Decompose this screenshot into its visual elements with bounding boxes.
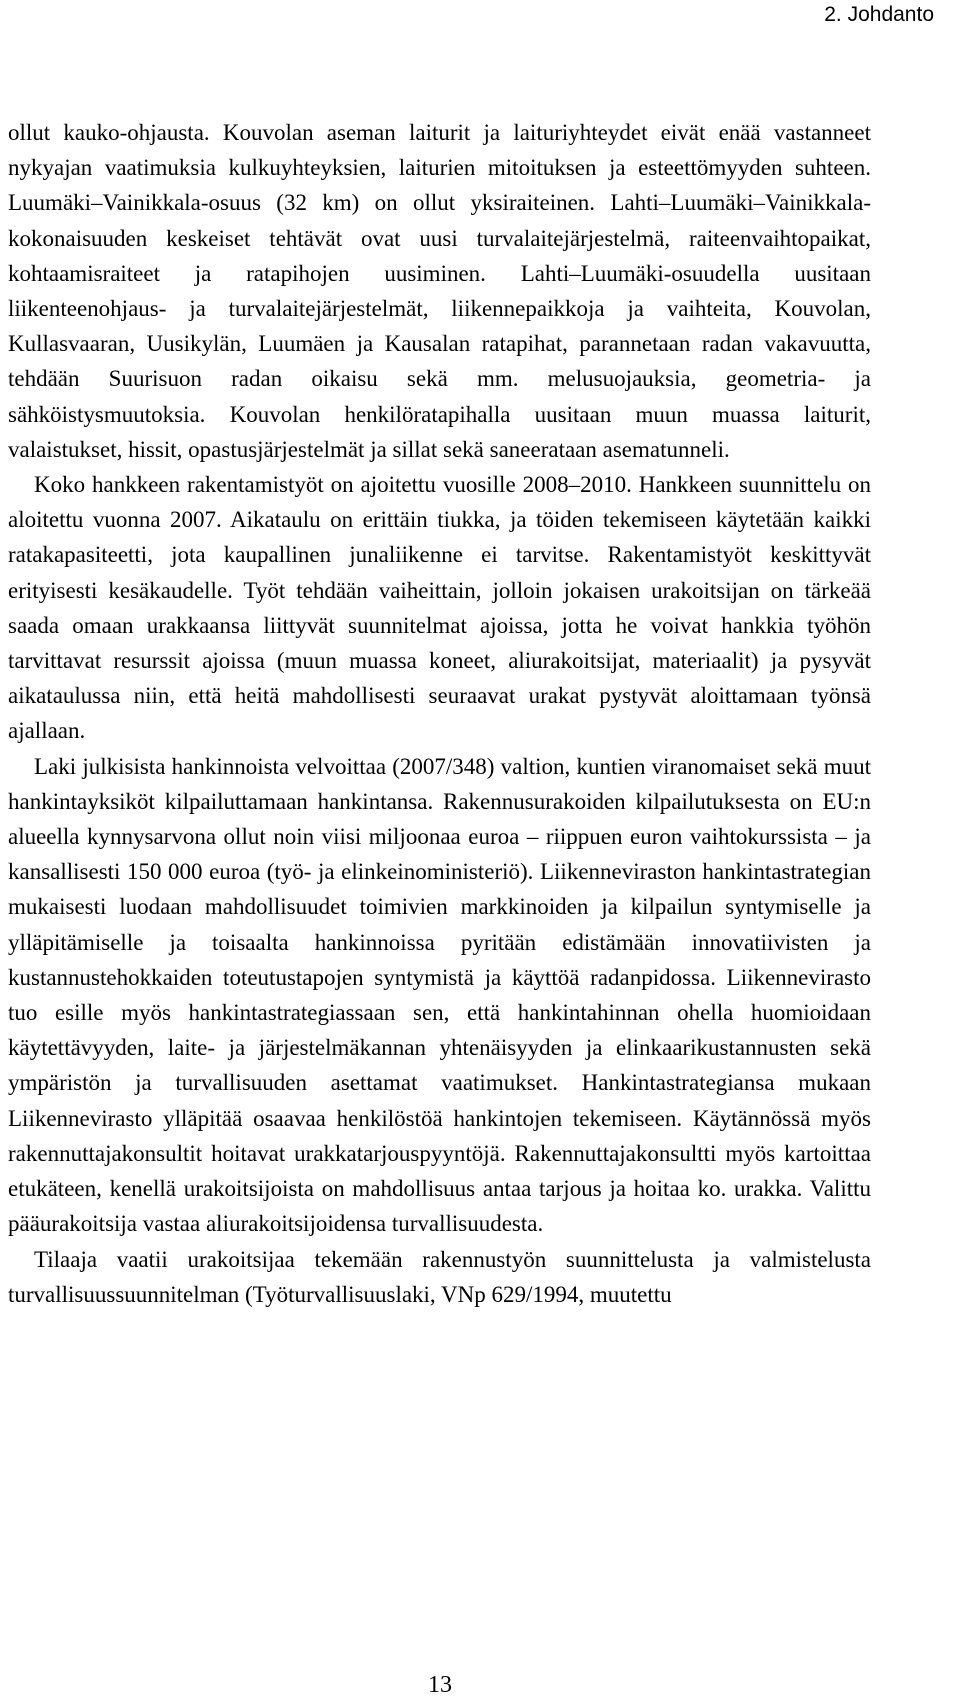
- paragraph: ollut kauko-ohjausta. Kouvolan aseman laiturit ja laituriyhteydet eivät enää vastanneet nykyajan vaatimuksia kulkuyhteyksien, laiturien mitoituksen ja esteettömyyden suhteen. Luumäki–Vainikkala-osuus (32 km) on ollut yksiraiteinen. Lahti–Luumäki–Vainikkala-kokonaisuuden keskeiset tehtävät ovat uusi turvalaitejärjestelmä, raiteenvaihtopaikat, kohtaamisraiteet ja ratapihojen uusiminen. Lahti–Luumäki-osuudella uusitaan liikenteenohjaus- ja turvalaitejärjestelmät, liikennepaikkoja ja vaihteita, Kouvolan, Kullasvaaran, Uusikylän, Luumäen ja Kausalan ratapihat, parannetaan radan vakavuutta, tehdään Suurisuon radan oikaisu sekä mm. melusuojauksia, geometria- ja sähköistysmuutoksia. Kouvolan henkilöratapihalla uusitaan muun muassa laiturit, valaistukset, hissit, opastusjärjestelmät ja sillat sekä saneerataan asematunneli.: [8, 120, 871, 462]
- page-number: 13: [428, 1672, 452, 1698]
- body-text: [8, 115, 871, 1312]
- paragraph: Koko hankkeen rakentamistyöt on ajoitettu vuosille 2008–2010. Hankkeen suunnittelu on aloitettu vuonna 2007. Aikataulu on erittäin tiukka, ja töiden tekemiseen käytetään kaikki ratakapasiteetti, jota kaupallinen junaliikenne ei tarvitse. Rakentamistyöt keskittyvät erityisesti kesäkaudelle. Työt tehdään vaiheittain, jolloin jokaisen urakoitsijan on tärkeää saada omaan urakkaansa liittyvät suunnitelmat ajoissa, jotta he voivat hankkia työhön tarvittavat resurssit ajoissa (muun muassa koneet, aliurakoitsijat, materiaalit) ja pysyvät aikataulussa niin, että heitä mahdollisesti seuraavat urakat pystyvät aloittamaan työnsä ajallaan.: [8, 472, 871, 744]
- paragraph: Tilaaja vaatii urakoitsijaa tekemään rakennustyön suunnittelusta ja valmistelusta turvallisuussuunnitelman (Työturvallisuuslaki, VNp 629/1994, muutettu: [8, 1246, 871, 1307]
- paragraph: Laki julkisista hankinnoista velvoittaa (2007/348) valtion, kuntien viranomaiset sekä muut hankintayksiköt kilpailuttamaan hankintansa. Rakennusurakoiden kilpailutuksesta on EU:n alueella kynnysarvona ollut noin viisi miljoonaa euroa – riippuen euron vaihtokurssista – ja kansallisesti 150 000 euroa (työ- ja elinkeinoministeriö). Liikenneviraston hankintastrategian mukaisesti luodaan mahdollisuudet toimivien markkinoiden ja kilpailun syntymiselle ja ylläpitämiselle ja toisaalta hankinnoissa pyritään edistämään innovatiivisten ja kustannustehokkaiden toteutustapojen syntymistä ja käyttöä radanpidossa. Liikennevirasto tuo esille myös hankintastrategiassaan sen, että hankintahinnan ohella huomioidaan käytettävyyden, laite- ja järjestelmäkannan yhtenäisyyden ja elinkaarikustannusten sekä ympäristön ja turvallisuuden asettamat vaatimukset. Hankintastrategiansa mukaan Liikennevirasto ylläpitää osaavaa henkilöstöä hankintojen tekemiseen. Käytännössä myös rakennuttajakonsultit hoitavat urakkatarjouspyyntöjä. Rakennuttajakonsultti myös kartoittaa etukäteen, kenellä urakoitsijoista on mahdollisuus antaa tarjous ja hoitaa ko. urakka. Valittu pääurakoitsija vastaa aliurakoitsijoidensa turvallisuudesta.: [8, 753, 871, 1237]
- chapter-header: 2. Johdanto: [824, 3, 934, 26]
